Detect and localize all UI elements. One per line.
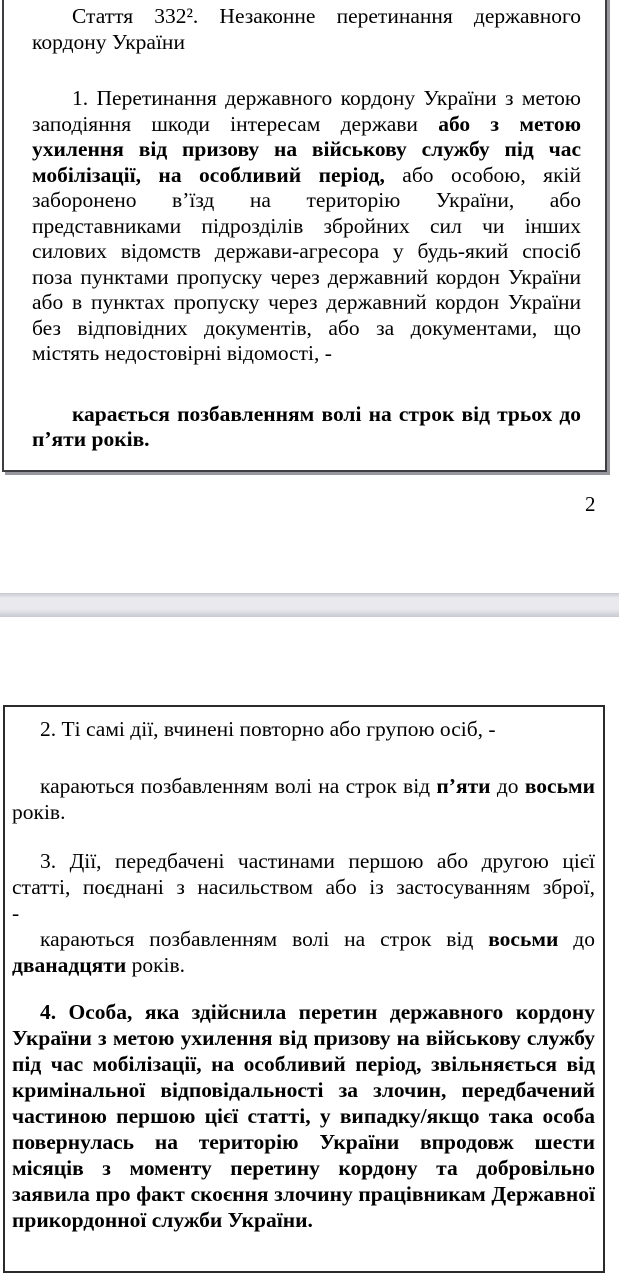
article-part-1 xyxy=(32,86,581,367)
page-number: 2 xyxy=(585,492,596,516)
article-part-2: 2. Ті самі дії, вчинені повторно або групою осіб, - xyxy=(40,717,496,741)
sanction-part-3 xyxy=(12,926,595,978)
sanction3-regular-text-2: до xyxy=(558,927,595,951)
sanction3-regular-text-3: років. xyxy=(126,953,186,977)
sanction3-bold-term-to: дванадцяти xyxy=(12,953,127,977)
article-title: Стаття 332². Незаконне перетинання державного кордону України xyxy=(32,4,581,54)
part1-regular-text-2: або особою, якій заборонено в’їзд на територію України, або представниками підрозділів збройних сил чи інших силових відомств держави-агресора у будь-який спосіб поза пунктами пропуску через державний кордон України або в пунктах пропуску через державний кордон України без відповідних документів, або за документами, що містять недостовірні відомості, - xyxy=(32,162,581,365)
sanction3-regular-text: караються позбавленням волі на строк від xyxy=(40,927,489,951)
sanction-part-2 xyxy=(12,773,595,825)
sanction-part-1: карається позбавленням волі на строк від трьох до п’яти років. xyxy=(32,401,581,451)
page-1-panel xyxy=(2,0,607,472)
article-part-4: 4. Особа, яка здійснила перетин державного кордону України з метою ухилення від призову на військову службу під час мобілізації, на особливий період, звільняється від кримінальної відповідальності за злочин, передбачений частиною першою цієї статті, у випадку/якщо така особа повернулась на територію України впродовж шести місяців з моменту перетину кордону та добровільно заявила про факт скоєння злочину працівникам Державної прикордонної служби України. xyxy=(12,1000,595,1232)
page-separator-bar xyxy=(0,593,619,617)
sanction2-bold-term-from: п’яти xyxy=(436,774,491,798)
part1-bold-text: або з метою ухилення від призову на військову службу під час мобілізації, на особливий період, xyxy=(32,111,581,187)
page-2-panel xyxy=(3,705,605,1273)
sanction2-bold-term-to: восьми xyxy=(524,774,595,798)
sanction3-bold-term-from: восьми xyxy=(488,927,559,951)
sanction2-regular-text-3: років. xyxy=(12,800,66,824)
sanction2-regular-text: караються позбавленням волі на строк від xyxy=(40,774,437,798)
article-part-3-dash: - xyxy=(12,901,20,925)
sanction2-regular-text-2: до xyxy=(490,774,525,798)
article-part-3: 3. Дії, передбачені частинами першою або другою цієї статті, поєднані з насильством або із застосуванням зброї, xyxy=(12,849,595,899)
part1-regular-text: 1. Перетинання державного кордону України з метою заподіяння шкоди інтересам держави xyxy=(32,86,581,136)
